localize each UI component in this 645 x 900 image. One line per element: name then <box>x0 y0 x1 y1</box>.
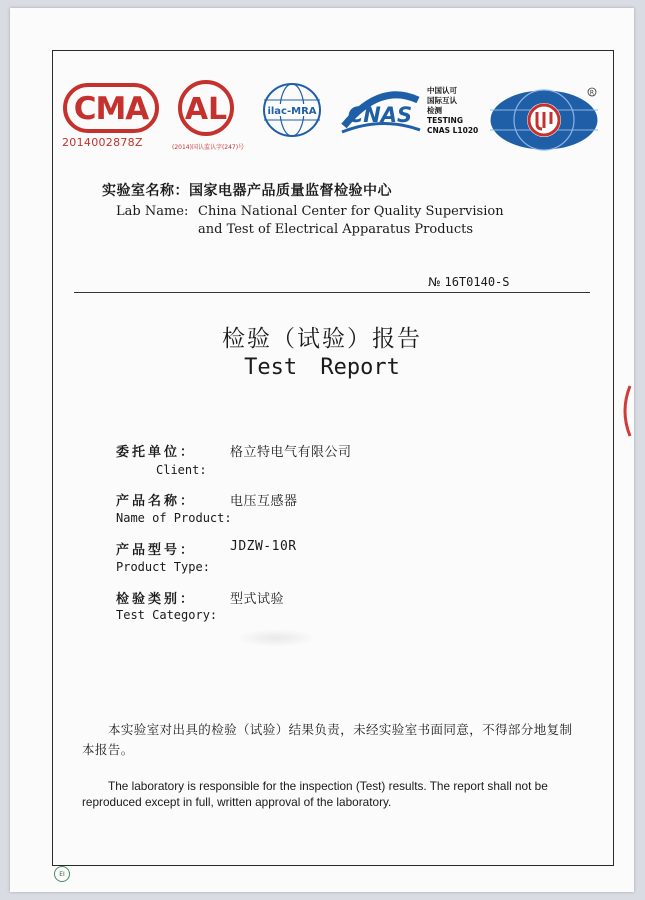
svg-text:R: R <box>589 89 595 97</box>
cnas-line: 检测 <box>427 106 442 115</box>
product-type-label-en: Product Type: <box>116 560 210 574</box>
report-number-value: 16T0140-S <box>444 275 510 289</box>
client-value: 格立特电气有限公司 <box>230 445 352 460</box>
faded-stamp-mark <box>236 629 316 647</box>
notice-cn: 本实验室对出具的检验（试验）结果负责，未经实验室书面同意，不得部分地复制本报告。 <box>82 722 573 757</box>
page-edge-seal-icon <box>618 384 632 438</box>
report-title-en: Test Report <box>244 355 400 380</box>
product-name-label-en: Name of Product: <box>116 511 232 525</box>
lab-name-label-en: Lab Name: <box>116 204 189 219</box>
svg-text:ilac-MRA: ilac-MRA <box>267 106 317 117</box>
cnas-line: 国际互认 <box>427 96 457 105</box>
cnas-line: TESTING <box>427 116 463 125</box>
number-sign: № <box>428 275 441 289</box>
report-page <box>10 8 634 892</box>
cma-number: 2014002878Z <box>62 136 143 149</box>
svg-text:AL: AL <box>184 92 228 127</box>
cal-number: (2014)国认监认字(247)号 <box>172 144 245 151</box>
test-category-label-cn: 检验类别： <box>116 592 197 607</box>
report-title-cn: 检验（试验）报告 <box>222 326 422 352</box>
header-divider <box>74 292 590 293</box>
cal-logo-icon <box>176 78 236 138</box>
client-label-en: Client: <box>156 463 207 477</box>
product-type-label-cn: 产品型号： <box>116 543 197 558</box>
test-category-value: 型式试验 <box>230 592 285 607</box>
cnas-text-block <box>427 86 478 136</box>
ilac-mra-logo-icon <box>260 82 324 138</box>
lab-name-en-line1: China National Center for Quality Supervision <box>198 204 504 219</box>
svg-text:CMA: CMA <box>73 91 149 127</box>
lab-name-cn: 实验室名称：国家电器产品质量监督检验中心 <box>102 183 392 199</box>
product-type-value: JDZW-10R <box>230 539 297 554</box>
notice-en: The laboratory is responsible for the inspection (Test) results. The report shall not be reproduced except in full, written approval of the laboratory. <box>82 779 548 809</box>
footer-mark-icon: EI <box>54 866 70 882</box>
cma-logo-icon <box>62 82 160 134</box>
lab-name-en-line2: and Test of Electrical Apparatus Products <box>198 222 474 237</box>
test-category-label-en: Test Category: <box>116 608 218 622</box>
product-name-label-cn: 产品名称： <box>116 494 197 509</box>
cnas-logo-icon <box>338 86 422 138</box>
globe-certification-logo-icon <box>488 86 600 152</box>
cnas-line: 中国认可 <box>427 86 457 95</box>
client-label-cn: 委托单位： <box>116 445 197 460</box>
report-number <box>428 275 510 289</box>
svg-text:CNAS: CNAS <box>347 103 413 127</box>
product-name-value: 电压互感器 <box>230 494 298 509</box>
cnas-line: CNAS L1020 <box>427 126 479 135</box>
